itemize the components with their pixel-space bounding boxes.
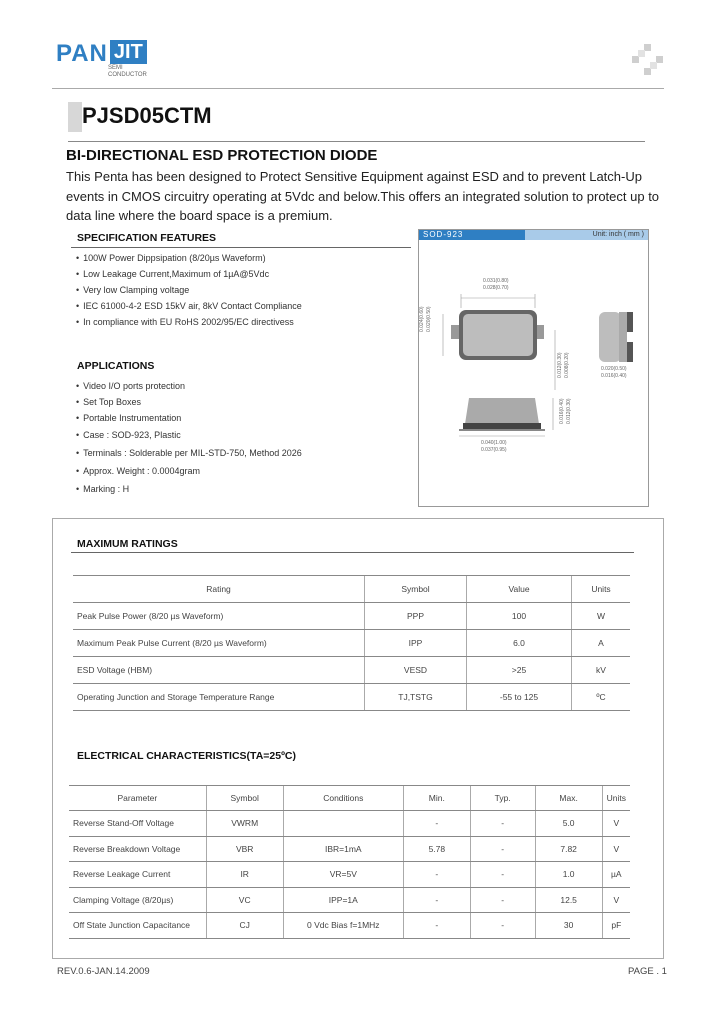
table-cell: CJ	[206, 913, 283, 939]
table-cell: V	[602, 887, 630, 913]
table-cell: PPP	[365, 603, 467, 630]
table-cell: VC	[206, 887, 283, 913]
table-cell: Off State Junction Capacitance	[69, 913, 206, 939]
table-cell: V	[602, 811, 630, 837]
table-cell: ESD Voltage (HBM)	[73, 657, 365, 684]
brand-logo	[56, 40, 147, 78]
table-cell: -	[403, 887, 470, 913]
table-cell: 0 Vdc Bias f=1MHz	[283, 913, 403, 939]
table-cell	[283, 811, 403, 837]
table-header-row	[69, 786, 630, 811]
list-item: • Marking : H	[76, 480, 302, 498]
table-cell: IR	[206, 862, 283, 888]
logo-jit-text: JIT	[110, 40, 147, 64]
table-cell: IBR=1mA	[283, 836, 403, 862]
table-cell: Peak Pulse Power (8/20 µs Waveform)	[73, 603, 365, 630]
table-cell: VBR	[206, 836, 283, 862]
list-item: • Low Leakage Current,Maximum of 1µA@5Vdc	[76, 266, 302, 282]
list-item: • Video I/O ports protection	[76, 378, 302, 394]
part-number: PJSD05CTM	[82, 103, 212, 128]
table-row	[69, 811, 630, 837]
table-cell: -	[403, 862, 470, 888]
table-cell: 30	[535, 913, 602, 939]
table-header-row	[73, 576, 630, 603]
table-row	[73, 684, 630, 711]
spec-features-heading: SPECIFICATION FEATURES	[77, 232, 217, 244]
list-item: • Very low Clamping voltage	[76, 282, 302, 298]
table-cell: 5.78	[403, 836, 470, 862]
table-row	[69, 836, 630, 862]
list-item: • Terminals : Solderable per MIL-STD-750, Method 2026	[76, 444, 302, 462]
table-cell: -	[470, 862, 535, 888]
revision-text: REV.0.6-JAN.14.2009	[57, 966, 150, 977]
page-title: BI-DIRECTIONAL ESD PROTECTION DIODE	[66, 147, 378, 164]
left-frame-line	[52, 518, 53, 958]
table-cell: 1.0	[535, 862, 602, 888]
table-cell: ºC	[572, 684, 631, 711]
page-number: PAGE . 1	[628, 966, 667, 977]
dim-top-2: 0.028(0.70)	[483, 285, 509, 291]
logo-subtitle	[108, 65, 147, 79]
table-cell: Reverse Stand-Off Voltage	[69, 811, 206, 837]
table-cell: Reverse Breakdown Voltage	[69, 836, 206, 862]
dim-left-1: 0.024(0.60)	[419, 306, 425, 332]
part-divider	[68, 141, 645, 142]
table-cell: VESD	[365, 657, 467, 684]
table-cell: A	[572, 630, 631, 657]
table-cell: 100	[467, 603, 572, 630]
list-item: • In compliance with EU RoHS 2002/95/EC directivess	[76, 314, 302, 330]
header-divider	[52, 88, 664, 89]
table-header-cell: Units	[572, 576, 631, 603]
package-drawing	[418, 229, 649, 507]
applications-heading: APPLICATIONS	[77, 360, 155, 372]
table-cell: IPP	[365, 630, 467, 657]
decorative-squares-icon	[632, 44, 664, 76]
table-header-cell: Symbol	[206, 786, 283, 811]
table-row	[73, 603, 630, 630]
table-header-cell: Units	[602, 786, 630, 811]
table-header-cell: Value	[467, 576, 572, 603]
table-cell: W	[572, 603, 631, 630]
table-cell: Operating Junction and Storage Temperature Range	[73, 684, 365, 711]
dim-left-2: 0.020(0.50)	[426, 306, 432, 332]
table-row	[73, 630, 630, 657]
part-number-tab	[68, 102, 82, 132]
dim-top-1: 0.031(0.80)	[483, 278, 509, 284]
right-frame-line	[663, 518, 664, 958]
table-cell: VWRM	[206, 811, 283, 837]
dim-bottom-1: 0.040(1.00)	[481, 440, 507, 446]
table-header-cell: Parameter	[69, 786, 206, 811]
max-ratings-underline	[71, 552, 634, 553]
dim-bottom-2: 0.037(0.95)	[481, 447, 507, 453]
table-header-cell: Typ.	[470, 786, 535, 811]
table-row	[73, 657, 630, 684]
table-cell: µA	[602, 862, 630, 888]
list-item: • 100W Power Dippsipation (8/20µs Waveform)	[76, 250, 302, 266]
table-cell: 7.82	[535, 836, 602, 862]
table-cell: Clamping Voltage (8/20µs)	[69, 887, 206, 913]
footer-divider	[52, 958, 664, 959]
table-cell: Reverse Leakage Current	[69, 862, 206, 888]
list-item: • Approx. Weight : 0.0004gram	[76, 462, 302, 480]
table-cell: V	[602, 836, 630, 862]
table-cell: Maximum Peak Pulse Current (8/20 µs Waveform)	[73, 630, 365, 657]
max-ratings-table	[73, 575, 630, 711]
spec-features-list	[76, 250, 302, 330]
dim-height-1: 0.016(0.40)	[559, 398, 565, 424]
logo-sub-line2: CONDUCTOR	[108, 72, 147, 78]
table-row	[69, 887, 630, 913]
dim-height-2: 0.012(0.30)	[566, 398, 572, 424]
table-cell: IPP=1A	[283, 887, 403, 913]
electrical-heading: ELECTRICAL CHARACTERISTICS(TA=25ºC)	[77, 750, 296, 762]
dim-right-2: 0.008(0.20)	[564, 352, 570, 378]
dim-right-1: 0.012(0.30)	[557, 352, 563, 378]
table-cell: -	[403, 811, 470, 837]
table-cell: 5.0	[535, 811, 602, 837]
list-item: • Portable Instrumentation	[76, 410, 302, 426]
table-row	[69, 913, 630, 939]
package-unit: Unit: inch ( mm )	[592, 231, 644, 238]
table-cell: -	[470, 887, 535, 913]
table-header-cell: Conditions	[283, 786, 403, 811]
table-header-cell: Symbol	[365, 576, 467, 603]
table-cell: 12.5	[535, 887, 602, 913]
dim-side-1: 0.020(0.50)	[601, 366, 627, 372]
max-ratings-heading: MAXIMUM RATINGS	[77, 538, 178, 550]
table-cell: VR=5V	[283, 862, 403, 888]
list-item: • IEC 61000-4-2 ESD 15kV air, 8kV Contact Compliance	[76, 298, 302, 314]
list-item: • Case : SOD-923, Plastic	[76, 426, 302, 444]
table-cell: kV	[572, 657, 631, 684]
table-cell: pF	[602, 913, 630, 939]
table-cell: -55 to 125	[467, 684, 572, 711]
table-cell: -	[470, 836, 535, 862]
package-label: SOD-923	[419, 230, 525, 240]
table-header-cell: Min.	[403, 786, 470, 811]
table-cell: 6.0	[467, 630, 572, 657]
applications-list	[76, 378, 302, 498]
logo-pan-text: PAN	[56, 40, 108, 67]
table-cell: -	[470, 913, 535, 939]
logo-sub-line1: SEMI	[108, 65, 123, 71]
dim-side-2: 0.016(0.40)	[601, 373, 627, 379]
table-cell: >25	[467, 657, 572, 684]
table-row	[69, 862, 630, 888]
table-cell: TJ,TSTG	[365, 684, 467, 711]
table-header-cell: Rating	[73, 576, 365, 603]
electrical-table	[69, 785, 630, 939]
list-item: • Set Top Boxes	[76, 394, 302, 410]
section-divider	[52, 518, 664, 519]
spec-features-underline	[71, 247, 411, 248]
table-cell: -	[470, 811, 535, 837]
table-header-cell: Max.	[535, 786, 602, 811]
description: This Penta has been designed to Protect Sensitive Equipment against ESD and to prevent Latch-Up events in CMOS circuitry operating at 5Vdc and below.This offers an integrated solution to protect up to data line where the board space is a premium.	[66, 169, 660, 223]
table-cell: -	[403, 913, 470, 939]
